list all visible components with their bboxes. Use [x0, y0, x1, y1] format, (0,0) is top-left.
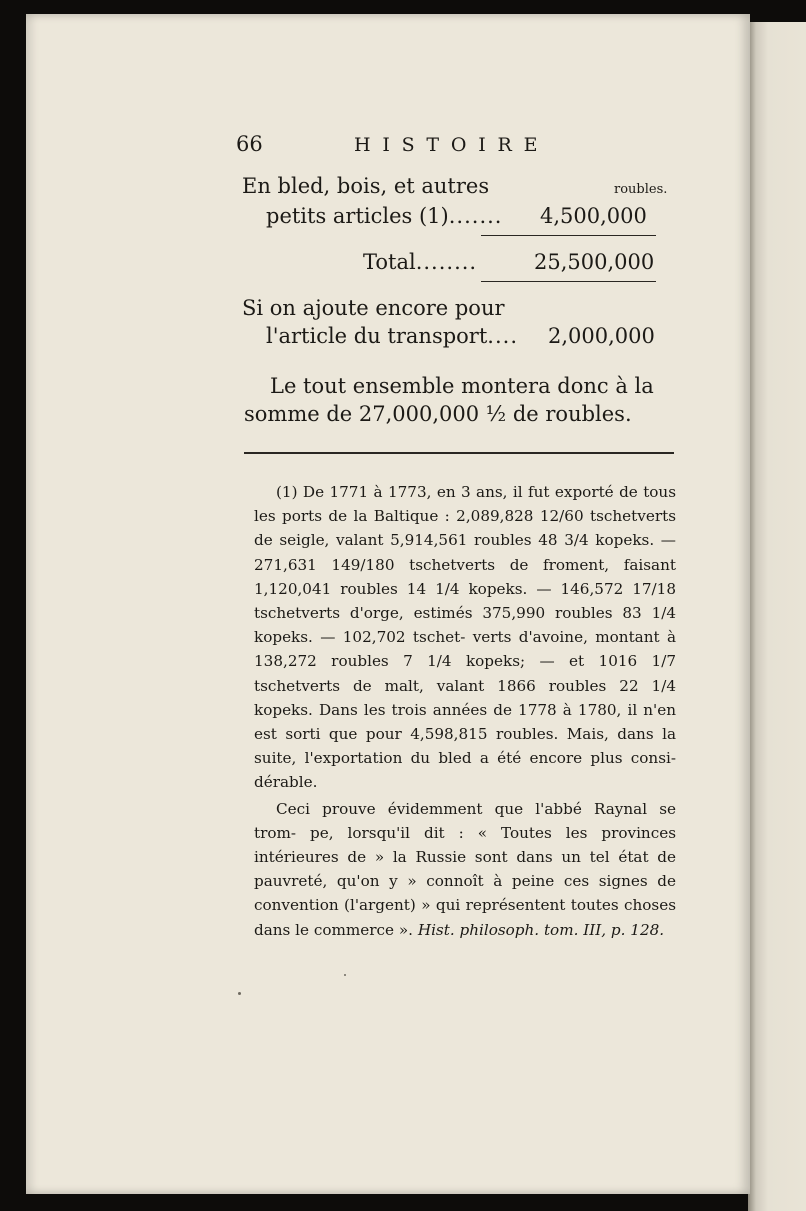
transport-label-text: l'article du transport	[266, 324, 488, 348]
transport-amount: 2,000,000	[548, 324, 655, 348]
footnote-line: (1) De 1771 à 1773, en 3 ans, il fut exporté de	[276, 483, 638, 501]
total-label: Total	[363, 250, 416, 274]
running-title: HISTOIRE	[354, 134, 550, 156]
footnote-line: Ceci prouve évidemment que l'abbé Raynal se trom-	[254, 799, 676, 842]
sum-rule	[481, 235, 656, 236]
dot-leader: ....	[487, 324, 518, 348]
footnote	[254, 480, 676, 942]
footnote-line: roubles 14 1/4 kopeks. — 146,572 17/18 tschetverts d'orge,	[254, 579, 677, 623]
footnote-line: estimés 375,990 roubles 83 1/4 kopeks. — 102,702 tschet-	[254, 604, 677, 647]
total-row	[363, 250, 477, 274]
dot-leader: ........	[415, 250, 478, 274]
footnote-line: » la Russie sont dans un tel état de pauvreté, qu'on y	[254, 848, 677, 891]
footnote-line: n'en est sorti que pour 4,598,815 roubles. Mais, dans	[254, 700, 676, 744]
footnote-paragraph-2	[254, 797, 676, 942]
footnote-line: 271,631 149/180 tschetverts de froment, faisant 1,120,041	[254, 555, 676, 598]
footnote-separator	[244, 452, 674, 454]
conclusion-line2: somme de 27,000,000 ½ de roubles.	[244, 402, 632, 426]
account-label-line1: En bled, bois, et autres	[242, 174, 490, 198]
footnote-line: pe, lorsqu'il dit : « Toutes les provinces intérieures de	[254, 823, 677, 867]
total-amount: 25,500,000	[534, 250, 655, 274]
footnote-line: dérable.	[254, 773, 318, 792]
footnote-line: — et 1016 1/7 tschetverts de malt, valant 1866 roubles	[254, 652, 676, 695]
conclusion-line1: Le tout ensemble montera donc à la	[270, 374, 654, 398]
footnote-paragraph-1	[254, 480, 676, 795]
footnote-line: 22 1/4 kopeks. Dans les trois années de 1778 à 1780, il	[254, 676, 676, 719]
account-label-text: petits articles (1)	[266, 204, 449, 228]
footnote-line: » connoît à peine ces signes de convention (l'argent)	[254, 872, 676, 915]
footnote-line: de seigle, valant 5,914,561 roubles 48 3/4 kopeks. —	[254, 531, 676, 550]
footnote-line: la suite, l'exportation du bled a été encore plus consi-	[254, 725, 677, 768]
footnote-line: » qui représentent toutes choses dans le commerce ».	[254, 896, 676, 939]
paper-fleck	[238, 992, 241, 995]
facing-page-edge	[748, 22, 806, 1211]
transport-label-line2	[266, 324, 518, 348]
account-amount: 4,500,000	[540, 204, 647, 228]
book-page	[26, 14, 750, 1194]
total-rule	[481, 281, 656, 282]
footnote-citation: Hist. philosoph. tom. III, p. 128.	[417, 920, 665, 939]
page-number: 66	[236, 132, 263, 156]
transport-label-line1: Si on ajoute encore pour	[242, 296, 505, 320]
account-label-line2	[266, 204, 502, 228]
paper-fleck	[344, 974, 346, 976]
footnote-line: verts d'avoine, montant à 138,272 roubles 7 1/4 kopeks;	[254, 628, 677, 671]
dot-leader: .......	[448, 204, 503, 228]
unit-label: roubles.	[614, 182, 668, 197]
footnote-line: tous les ports de la Baltique : 2,089,828 12/60 tschetverts	[254, 483, 677, 526]
